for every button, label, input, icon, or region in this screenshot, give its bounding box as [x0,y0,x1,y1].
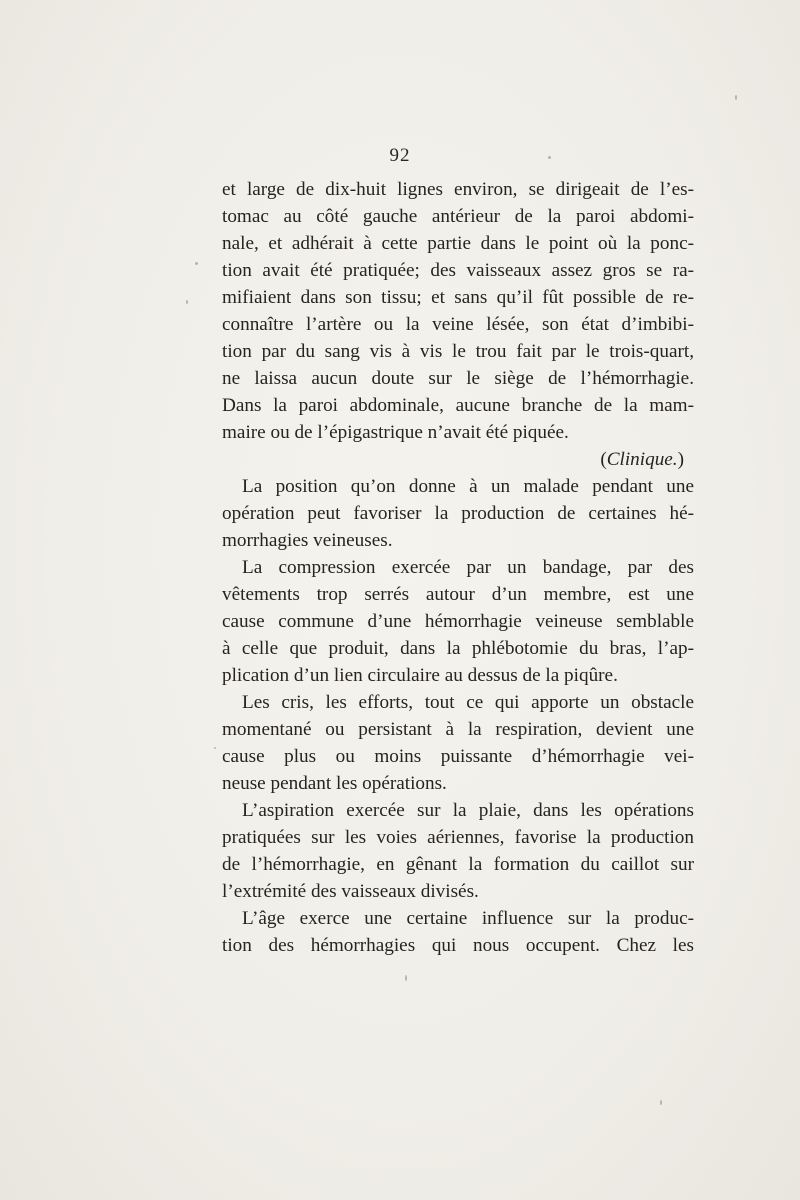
text-line: cause commune d’une hémorrhagie veineuse semblable [222,611,694,632]
text-line: tion avait été pratiquée; des vaisseaux assez gros se ra- [222,260,694,281]
page-number: 92 [389,145,411,166]
text-line: nale, et adhérait à cette partie dans le point où la ponc- [222,233,694,254]
source-attribution: (Clinique.) [600,449,684,470]
text-line: opération peut favoriser la production de certaines hé- [222,503,694,524]
text-line: maire ou de l’épigastrique n’avait été piquée. [222,422,569,443]
text-line: mifiaient dans son tissu; et sans qu’il fût possible de re- [222,287,694,308]
text-line: à celle que produit, dans la phlébotomie du bras, l’ap- [222,638,694,659]
text-line: Dans la paroi abdominale, aucune branche de la mam- [222,395,694,416]
text-line: tomac au côté gauche antérieur de la paroi abdomi- [222,206,694,227]
text-line: l’extrémité des vaisseaux divisés. [222,881,479,902]
text-line: connaître l’artère ou la veine lésée, son état d’imbibi- [222,314,694,335]
text-line: ne laissa aucun doute sur le siège de l’hémorrhagie. [222,368,694,389]
text-line: cause plus ou moins puissante d’hémorrhagie vei- [222,746,694,767]
text-line: L’âge exerce une certaine influence sur la produc- [242,908,694,929]
attribution-text: Clinique. [606,449,678,470]
paper-speck [660,1100,662,1105]
text-line: Les cris, les efforts, tout ce qui apporte un obstacle [242,692,694,713]
paper-speck [186,300,188,304]
text-line: vêtements trop serrés autour d’un membre, est une [222,584,694,605]
text-line: tion par du sang vis à vis le trou fait par le trois-quart, [222,341,694,362]
text-line: La compression exercée par un bandage, par des [242,557,694,578]
text-line: pratiquées sur les voies aériennes, favorise la production [222,827,694,848]
text-line: L’aspiration exercée sur la plaie, dans les opérations [242,800,694,821]
paper-speck [405,975,407,981]
text-line: La position qu’on donne à un malade pendant une [242,476,694,497]
text-line: neuse pendant les opérations. [222,773,447,794]
text-line: tion des hémorrhagies qui nous occupent. Chez les [222,935,694,956]
paper-speck [195,262,198,265]
text-line: morrhagies veineuses. [222,530,393,551]
paper-speck [548,156,551,159]
text-line: et large de dix-huit lignes environ, se dirigeait de l’es- [222,179,694,200]
text-line: momentané ou persistant à la respiration, devient une [222,719,694,740]
text-line: plication d’un lien circulaire au dessus de la piqûre. [222,665,618,686]
text-line: de l’hémorrhagie, en gênant la formation du caillot sur [222,854,694,875]
paper-speck [214,747,216,749]
body-text [222,176,694,959]
paper-speck [735,95,737,100]
